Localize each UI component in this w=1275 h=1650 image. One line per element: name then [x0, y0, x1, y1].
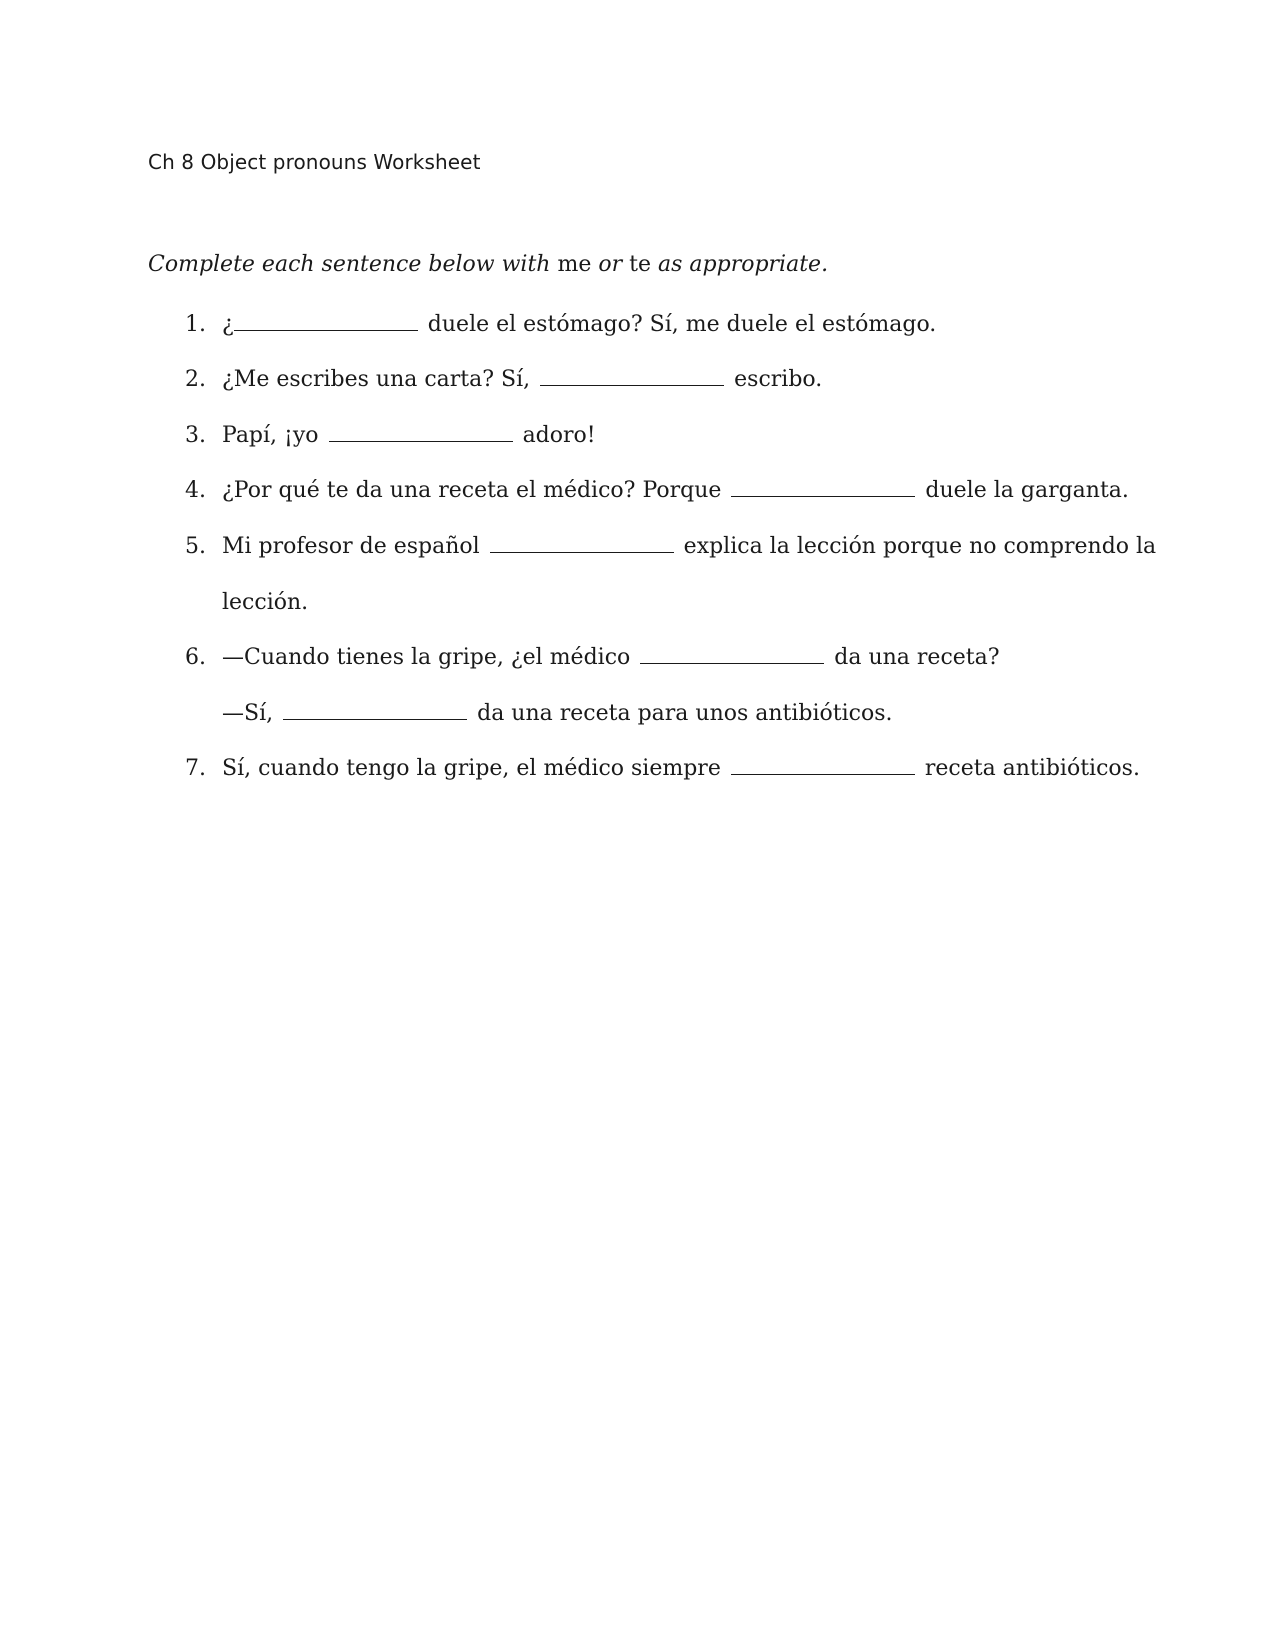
- answer-blank-2[interactable]: [540, 367, 724, 386]
- item-number: 1.: [185, 312, 206, 337]
- item-number: 6.: [185, 645, 206, 670]
- exercise-item-3: [222, 423, 596, 448]
- item-number: 2.: [185, 367, 206, 392]
- item-text-before: ¿: [222, 312, 234, 337]
- item-text-after: explica la lección porque no comprendo la: [683, 534, 1157, 559]
- item-reply-after: da una receta para unos antibióticos.: [477, 701, 893, 726]
- item-text-before: Papí, ¡yo: [222, 423, 319, 448]
- item-text-before: ¿Me escribes una carta? Sí,: [222, 367, 531, 392]
- item-number: 5.: [185, 534, 206, 559]
- answer-blank-7[interactable]: [731, 756, 915, 775]
- answer-blank-5[interactable]: [490, 534, 674, 553]
- instructions-part1: Complete each sentence below with: [148, 252, 551, 277]
- item-text-before: —Cuando tienes la gripe, ¿el médico: [222, 645, 631, 670]
- exercise-item-4: [222, 478, 1129, 503]
- instructions: [148, 252, 828, 277]
- page-title: Ch 8 Object pronouns Worksheet: [148, 150, 481, 174]
- item-text-before: Sí, cuando tengo la gripe, el médico siempre: [222, 756, 721, 781]
- answer-blank-6a[interactable]: [640, 645, 824, 664]
- item-number: 7.: [185, 756, 206, 781]
- answer-blank-1[interactable]: [234, 312, 418, 331]
- item-text-after: duele la garganta.: [925, 478, 1129, 503]
- answer-blank-4[interactable]: [731, 478, 915, 497]
- item-text-before: Mi profesor de español: [222, 534, 480, 559]
- exercise-item-1: [222, 312, 936, 337]
- item-text-after: receta antibióticos.: [924, 756, 1140, 781]
- instructions-part2: or: [598, 252, 623, 277]
- exercise-item-5: [222, 534, 1156, 559]
- item-text-after: escribo.: [734, 367, 823, 392]
- instructions-word-me: me: [557, 252, 592, 277]
- answer-blank-3[interactable]: [329, 423, 513, 442]
- item-text-after: da una receta?: [834, 645, 1000, 670]
- item-number: 4.: [185, 478, 206, 503]
- instructions-part3: as appropriate.: [658, 252, 829, 277]
- item-number: 3.: [185, 423, 206, 448]
- item-text-after: adoro!: [522, 423, 596, 448]
- exercise-item-7: [222, 756, 1140, 781]
- instructions-word-te: te: [629, 252, 652, 277]
- exercise-item-6-reply: [222, 701, 893, 726]
- item-text-after: duele el estómago? Sí, me duele el estómago.: [427, 312, 937, 337]
- answer-blank-6b[interactable]: [283, 701, 467, 720]
- exercise-item-6: [222, 645, 1000, 670]
- exercise-item-5-continuation: lección.: [222, 590, 309, 615]
- item-text-before: ¿Por qué te da una receta el médico? Porque: [222, 478, 722, 503]
- item-reply-before: —Sí,: [222, 701, 274, 726]
- exercise-item-2: [222, 367, 822, 392]
